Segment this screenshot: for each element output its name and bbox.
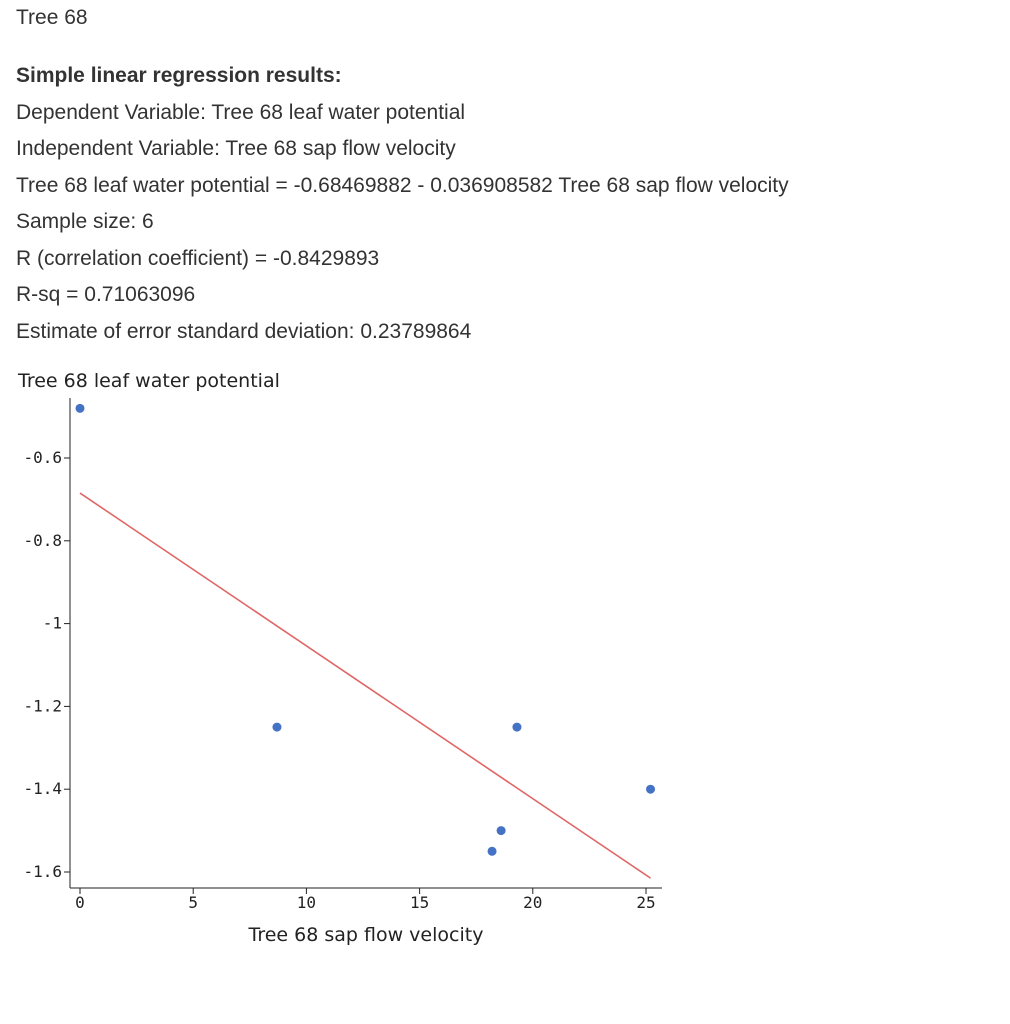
regression-equation: Tree 68 leaf water potential = -0.68469882 - 0.036908582 Tree 68 sap flow velocity [16,173,789,197]
results-heading: Simple linear regression results: [16,64,342,87]
x-tick-label: 10 [296,893,317,912]
x-tick-label: 15 [409,893,430,912]
y-axis-title: Tree 68 leaf water potential [18,370,280,392]
scatter-plot [0,350,700,960]
r-squared: R-sq = 0.71063096 [16,283,196,306]
x-tick-label: 25 [636,893,656,912]
y-tick-label: -1.6 [23,862,62,881]
data-point [512,723,521,732]
sample-size: Sample size: 6 [16,210,154,233]
dependent-variable: Dependent Variable: Tree 68 leaf water potential [16,100,466,124]
x-tick-label: 5 [188,893,199,912]
data-point [646,785,655,794]
data-point [272,723,281,732]
page-title: Tree 68 [16,6,88,29]
y-tick-label: -1 [42,613,62,633]
x-tick-label: 20 [523,893,543,912]
data-point [76,404,85,413]
correlation-coefficient: R (correlation coefficient) = -0.8429893 [16,246,380,270]
data-point [497,826,506,835]
y-tick-label: -1.4 [23,779,62,799]
regression-line [80,493,651,878]
x-tick-label: 0 [75,893,85,912]
data-point [488,847,497,856]
y-tick-label: -0.8 [23,530,62,550]
regression-results [16,58,789,350]
x-axis-title: Tree 68 sap flow velocity [248,924,484,946]
y-tick-label: -1.2 [23,696,62,716]
error-standard-deviation: Estimate of error standard deviation: 0.23789864 [16,319,472,343]
y-tick-label: -0.6 [23,448,62,467]
independent-variable: Independent Variable: Tree 68 sap flow velocity [16,137,456,160]
